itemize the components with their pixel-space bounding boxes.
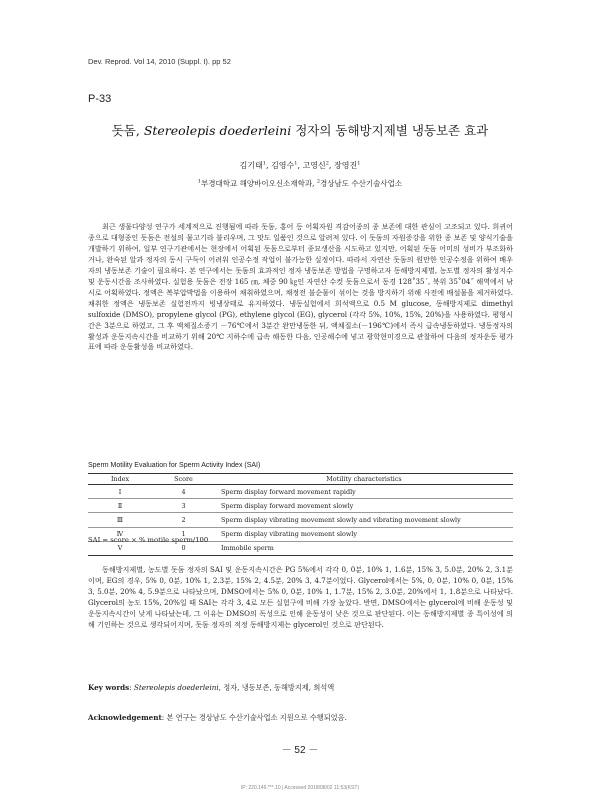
keywords-label: Key words (88, 683, 130, 692)
acknowledgement-label: Acknowledgement (88, 713, 162, 722)
table-row: Ⅳ 1 Sperm display vibrating movement slowly (88, 527, 513, 541)
table-row: Ⅴ 0 Immobile sperm (88, 541, 513, 555)
acknowledgement-text: : 본 연구는 경상남도 수산기술사업소 지원으로 수행되었음. (161, 713, 347, 722)
col-header-characteristics: Motility characteristics (215, 474, 513, 485)
col-header-score: Score (152, 474, 215, 485)
title-prefix: 돗돔, (111, 123, 144, 138)
author: 김기태$^1$ (239, 160, 266, 170)
author-list: 김기태$^1$, 김영수$^1$, 고영신$^2$, 장영진$^1$ (239, 160, 361, 170)
abstract-paragraph-1: 최근 생물다양성 연구가 세계적으로 진행됨에 따라 돗돔, 홍어 등 어획자원 격감어종의 종 보존에 대한 관심이 고조되고 있다. 희귀어종으로 대형종인 돗돔은 전설의 물고기라 불리우며, 그 맛도 일품인 것으로 알려져 있다. 이 돗돔의 자원증강을 위한 종 보존 및 양식기술을 개발하기 위하여, 일부 연구기관에서는 현장에서 어획된 돗돔으로부터 종묘생산을 시도하고 있지만, 어획된 돗돔 어미의 성비가 부조화하거나, 완숙된 알과 정자의 동시 구득이 어려워 인공수정 작업이 불가능한 실정이다. 따라서 자연산 돗돔의 원만한 인공수정을 위하여 배우자의 냉동보존 기술이 필요하다. 본 연구에서는 돗돔의 효과적인 정자 냉동보존 방법을 구명하고자 동해방지제별, 농도별 정자의 활성지수 및 운동시간을 조사하였다. 실험용 돗돔은 전장 165 ㎝, 체중 90 ㎏인 자연산 수컷 돗돔으로서 동경 128˚35´, 북위 35˚04˝ 해역에서 낚시로 어획하였다. 정액은 복부압박법을 이용하여 채취하였으며, 채정전 불순물이 섞이는 것을 방지하기 위해 사전에 배설물을 제거하였다. 채취한 정액은 냉동보존 실험전까지 빙냉상태로 유지하였다. 냉동실험에서 희석액으로 0.5 M glucose, 동해방지제로 dimethyl sulfoxide (DMSO), propylene glycol (PG), ethylene glycol (EG), glycerol (각각 5%, 10%, 15%, 20%)을 사용하였다. 평형시간은 3분으로 하였고, 그 후 액체질소증기 －76℃에서 3분간 완만냉동한 뒤, 액체질소(－196℃)에서 즉시 급속냉동하였다. 냉동정자의 활성과 운동지속시간을 비교하기 위해 20℃ 지하수에 급속 해동한 다음, 인공해수에 넣고 광학현미경으로 관찰하여 다음의 정자운동 평가표에 따라 운동활성을 비교하였다. (88, 222, 513, 352)
table-header-row (88, 474, 513, 485)
author: 고영신$^2$ (302, 160, 329, 170)
table-note: SAI = score × % motile sperm/100 (88, 536, 209, 544)
affiliations: $^1$부경대학교 해양바이오신소재학과, $^2$경상남도 수산기술사업소 (197, 178, 403, 188)
abstract-paragraph-2: 동해방지제별, 농도별 돗돔 정자의 SAI 및 운동지속시간은 PG 5%에서 각각 0, 0분, 10% 1, 1.6분, 15% 3, 5.0분, 20% 2, 3.1분이며, EG의 경우, 5% 0, 0분, 10% 1, 2.3분, 15% 2, 4.5분, 20% 3, 4.7분이었다. Glycerol에서는 5%, 0, 0분, 10% 0, 0분, 15% 3, 5.0분, 20% 4, 5.9분으로 나타났으며, DMSO에서는 5% 0, 0분, 10% 1, 1.7분, 15% 2, 3.0분, 20%에서 1, 1.8분으로 나타났다. Glycerol의 농도 15%, 20%일 때 SAI는 각각 3, 4로 모든 실험구에 비해 가장 높았다. 반면, DMSO에서는 glycerol에 비해 운동성 및 운동지속시간이 낮게 나타났는데, 그 이유는 DMSO의 독성으로 인해 운동성이 낮은 것으로 판단된다. 이는 동해방지제별 종 특이성에 의해 기인하는 것으로 생각되어지며, 돗돔 정자의 적정 동해방지제는 glycerol인 것으로 판단된다. (88, 565, 513, 629)
table-row: Ⅰ 4 Sperm display forward movement rapidly (88, 485, 513, 499)
paper-title (0, 121, 600, 139)
access-watermark: IP: 220.149.***.10 | Accessed 2018/08/02 11:53(KST) (240, 785, 360, 791)
table-row: Ⅲ 2 Sperm display vibrating movement slowly and vibrating movement slowly (88, 513, 513, 527)
title-species: Stereolepis doederleini (143, 123, 292, 138)
page-number: － 52 － (281, 745, 319, 756)
journal-header: Dev. Reprod. Vol 14, 2010 (Suppl. I). pp 52 (88, 57, 231, 66)
title-suffix: 정자의 동해방지제별 냉동보존 효과 (291, 123, 489, 138)
acknowledgement (88, 713, 347, 723)
keywords-rest: , 정자, 냉동보존, 동해방지제, 희석액 (218, 683, 335, 692)
col-header-index: Index (88, 474, 152, 485)
table-row: Ⅱ 3 Sperm display forward movement slowly (88, 499, 513, 513)
author: 장영진$^1$ (334, 160, 361, 170)
keywords: Key words: Stereolepis doederleini, 정자, 냉동보존, 동해방지제, 희석액 (88, 683, 335, 692)
abstract-code: P-33 (88, 93, 112, 105)
table-caption: Sperm Motility Evaluation for Sperm Activity Index (SAI) (88, 462, 261, 469)
keywords-species: Stereolepis doederleini (133, 683, 219, 692)
author: 김영수$^1$ (271, 160, 298, 170)
